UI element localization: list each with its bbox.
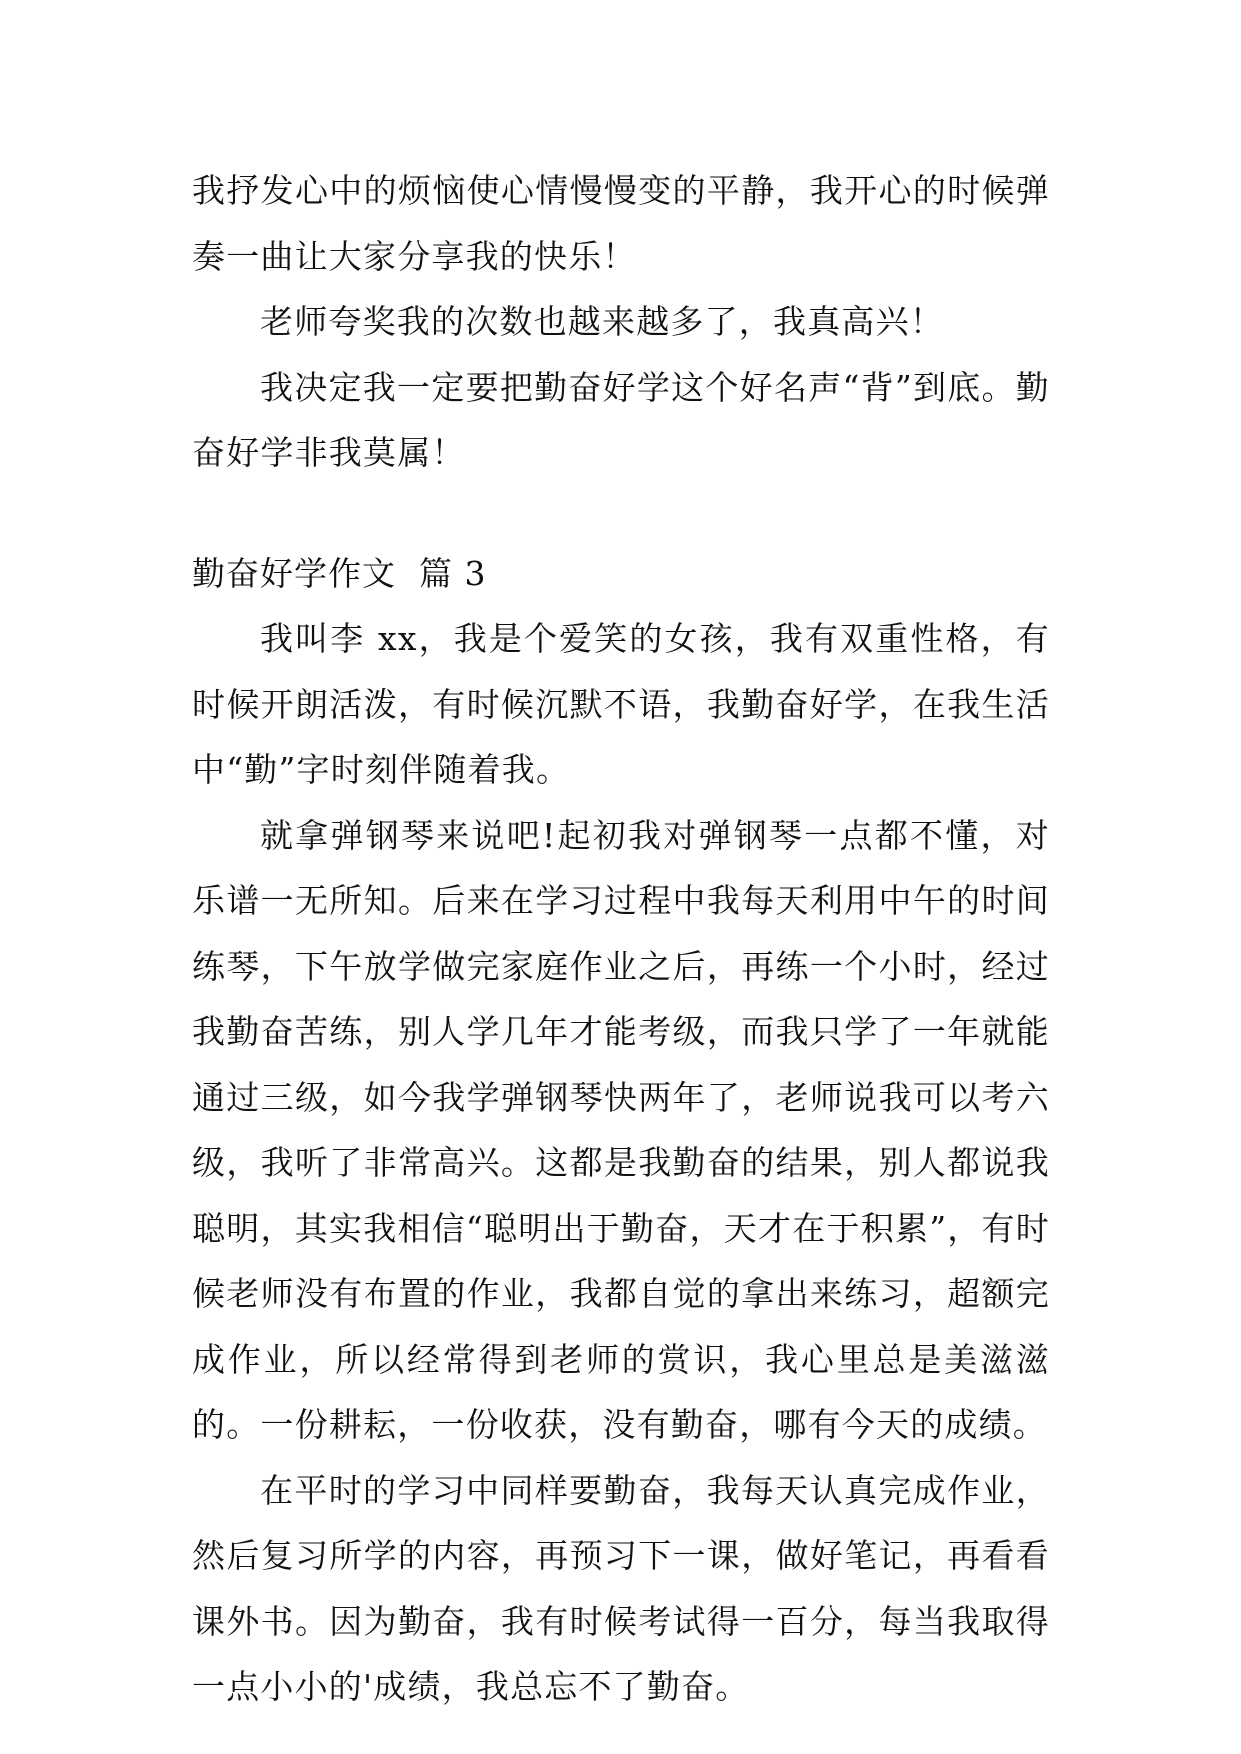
paragraph-teacher-praise: 老师夸奖我的次数也越来越多了，我真高兴！: [260, 302, 944, 341]
document-body: [192, 158, 1050, 1720]
paragraph-determination: 我决定我一定要把勤奋好学这个好名声“背”到底。勤奋好学非我莫属！: [192, 367, 1050, 472]
section-heading: 勤奋好学作文 篇 3: [192, 553, 487, 593]
paragraph-continuation: 我抒发心中的烦恼使心情慢慢变的平静，我开心的时候弹奏一曲让大家分享我的快乐！: [192, 171, 1050, 276]
paragraph-piano: 就拿弹钢琴来说吧!起初我对弹钢琴一点都不懂，对乐谱一无所知。后来在学习过程中我每天利用中午的时间练琴，下午放学做完家庭作业之后，再练一个小时，经过我勤奋苦练，别人学几年才能考级，而我只学了一年就能通过三级，如今我学弹钢琴快两年了，老师说我可以考六级，我听了非常高兴。这都是我勤奋的结果，别人都说我聪明，其实我相信“聪明出于勤奋，天才在于积累”，有时候老师没有布置的作业，我都自觉的拿出来练习，超额完成作业，所以经常得到老师的赏识，我心里总是美滋滋的。一份耕耘，一份收获，没有勤奋，哪有今天的成绩。: [192, 815, 1050, 1444]
paragraph-study: 在平时的学习中同样要勤奋，我每天认真完成作业，然后复习所学的内容，再预习下一课，做好笔记，再看看课外书。因为勤奋，我有时候考试得一百分，每当我取得一点小小的'成绩，我总忘不了勤奋。: [192, 1470, 1050, 1706]
paragraph-introduction: 我叫李 xx，我是个爱笑的女孩，我有双重性格，有时候开朗活泼，有时候沉默不语，我勤奋好学，在我生活中“勤”字时刻伴随着我。: [192, 619, 1050, 789]
